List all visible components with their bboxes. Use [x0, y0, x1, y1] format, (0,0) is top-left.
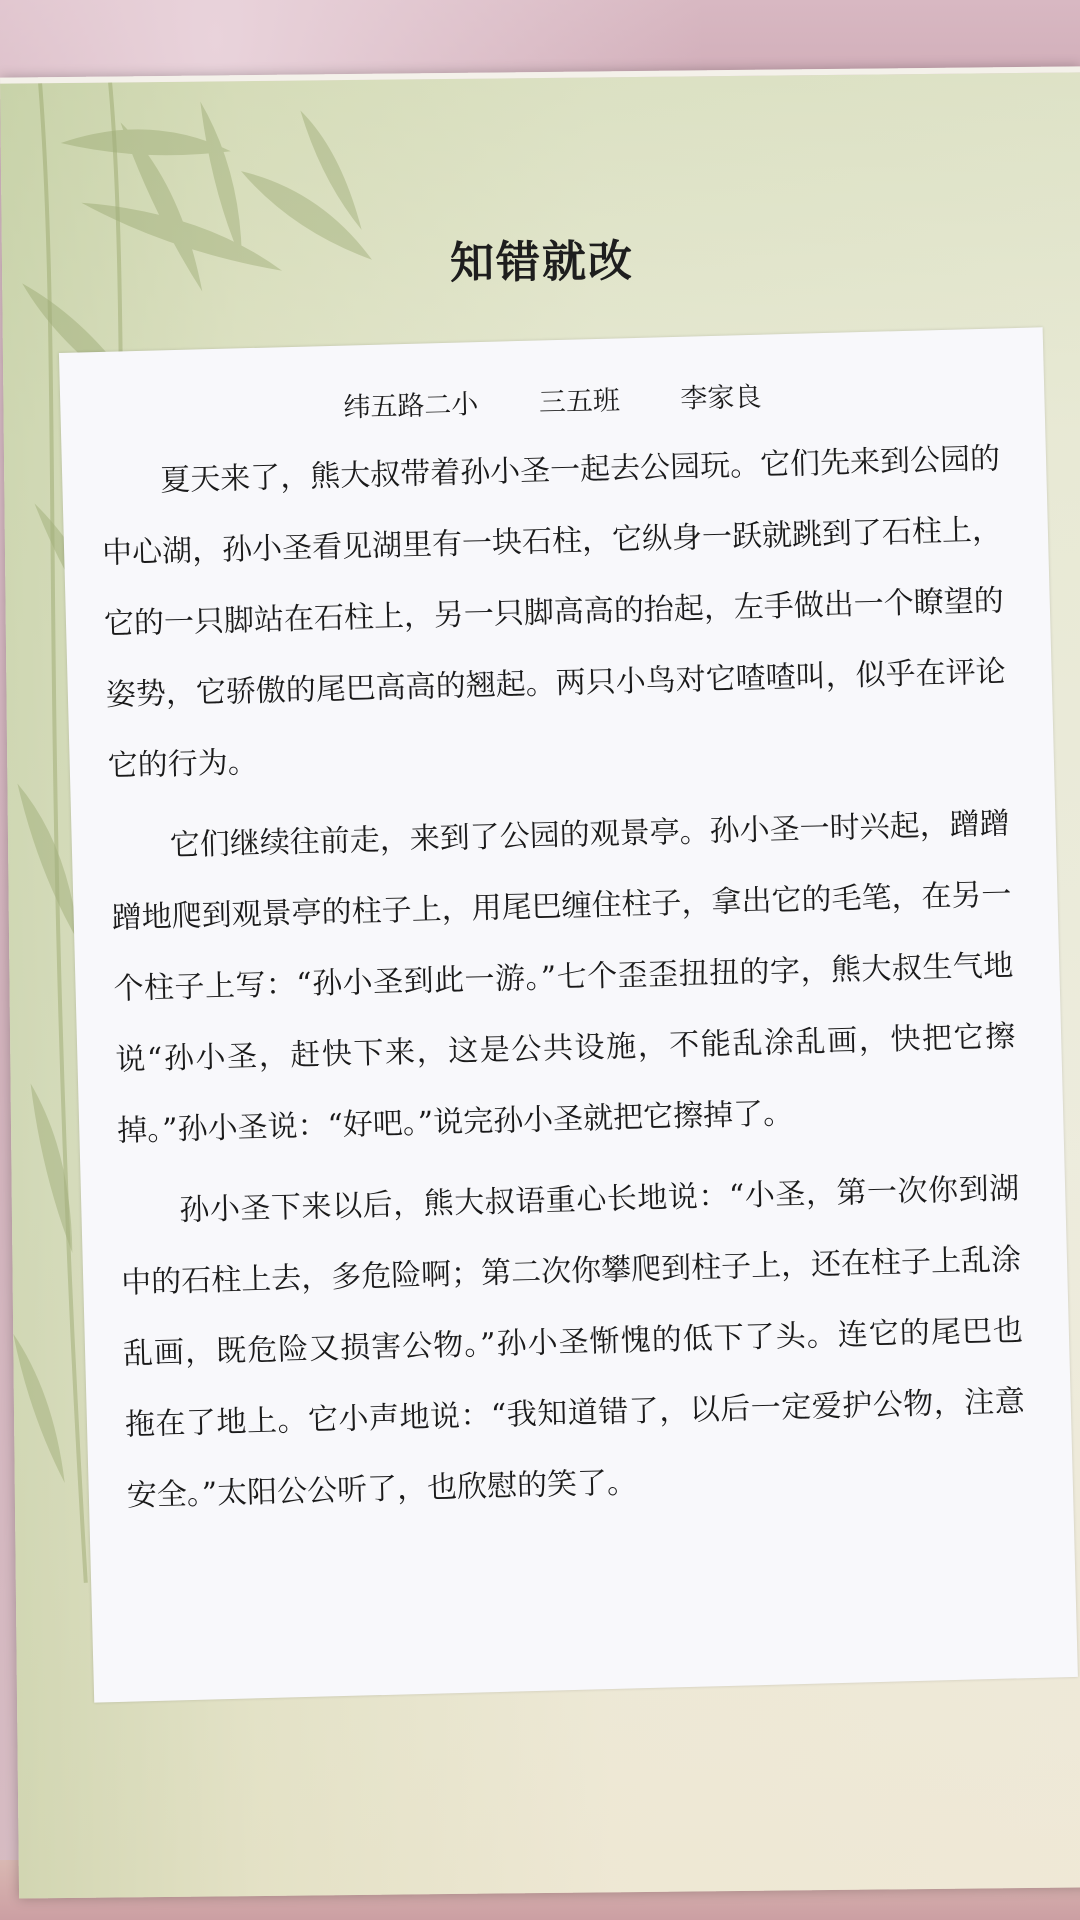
article-body	[99, 423, 1027, 1541]
document-title: 知错就改	[449, 236, 635, 289]
article-paper	[59, 327, 1078, 1702]
paragraph-3: 孙小圣下来以后，熊大叔语重心长地说：“小圣，第一次你到湖中的石柱上去，多危险啊；第二次你攀爬到柱子上，还在柱子上乱涂乱画，既危险又损害公物。”孙小圣惭愧的低下了头。连它的尾巴也拖在了地上。它小声地说：“我知道错了，以后一定爱护公物，注意安全。”太阳公公听了，也欣慰的笑了。	[120, 1171, 1026, 1514]
school-name: 纬五路二小	[342, 389, 479, 424]
decorated-sheet	[0, 66, 1080, 1898]
byline	[60, 367, 1045, 432]
paragraph-2: 它们继续往前走，来到了公园的观景亭。孙小圣一时兴起，蹭蹭蹭地爬到观景亭的柱子上，用尾巴缠住柱子，拿出它的毛笔，在另一个柱子上写：“孙小圣到此一游。”七个歪歪扭扭的字，熊大叔生气地说“孙小圣，赶快下来，这是公共设施，不能乱涂乱画，快把它擦掉。”孙小圣说：“好吧。”说完孙小圣就把它擦掉了。	[111, 806, 1016, 1149]
class-name: 三五班	[538, 385, 621, 419]
author-name: 李家良	[680, 381, 762, 415]
paragraph-1: 夏天来了，熊大叔带着孙小圣一起去公园玩。它们先来到公园的中心湖，孙小圣看见湖里有一块石柱，它纵身一跃就跳到了石柱上，它的一只脚站在石柱上，另一只脚高高的抬起，左手做出一个瞭望的姿势，它骄傲的尾巴高高的翘起。两只小鸟对它喳喳叫，似乎在评论它的行为。	[101, 441, 1007, 784]
